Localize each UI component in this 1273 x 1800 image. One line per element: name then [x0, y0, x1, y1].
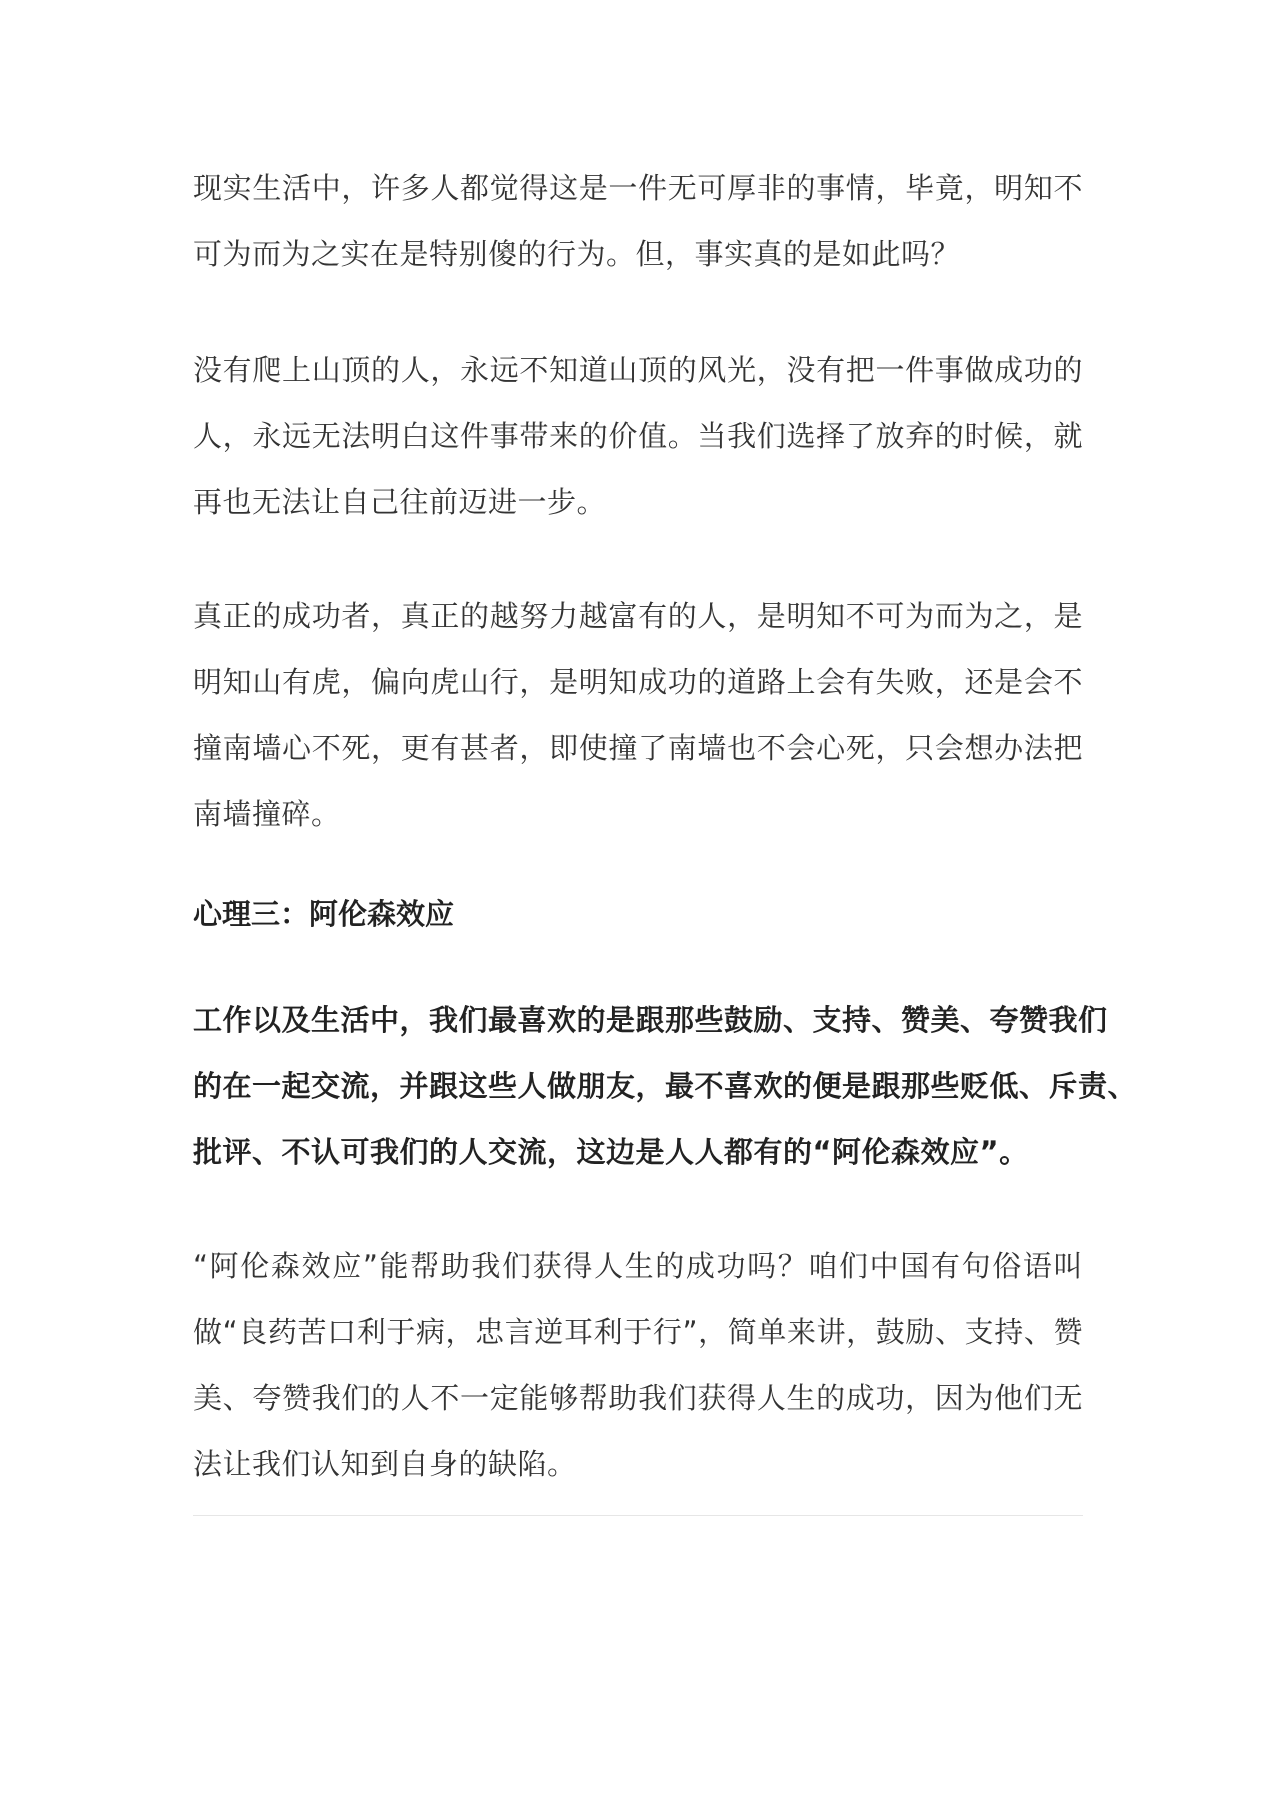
- divider-line: [193, 1515, 1083, 1516]
- paragraph-3-line-1: 真正的成功者，真正的越努力越富有的人，是明知不可为而为之，是: [193, 599, 1083, 633]
- paragraph-2: [193, 337, 1083, 535]
- paragraph-2-line-1: 没有爬上山顶的人，永远不知道山顶的风光，没有把一件事做成功的: [193, 353, 1083, 387]
- paragraph-4-line-1: 工作以及生活中，我们最喜欢的是跟那些鼓励、支持、赞美、夸赞我们: [193, 1003, 1108, 1037]
- paragraph-1-line-1: 现实生活中，许多人都觉得这是一件无可厚非的事情，毕竟，明知不: [193, 171, 1083, 205]
- paragraph-5-line-2: 做“良药苦口利于病，忠言逆耳利于行”，简单来讲，鼓励、支持、赞: [193, 1315, 1083, 1349]
- paragraph-3-line-3: 撞南墙心不死，更有甚者，即使撞了南墙也不会心死，只会想办法把: [193, 731, 1083, 765]
- paragraph-5-line-1: “阿伦森效应”能帮助我们获得人生的成功吗？咱们中国有句俗语叫: [193, 1249, 1083, 1283]
- paragraph-3-line-2: 明知山有虎，偏向虎山行，是明知成功的道路上会有失败，还是会不: [193, 665, 1083, 699]
- paragraph-2-line-2: 人，永远无法明白这件事带来的价值。当我们选择了放弃的时候，就: [193, 419, 1083, 453]
- paragraph-5-line-3: 美、夸赞我们的人不一定能够帮助我们获得人生的成功，因为他们无: [193, 1381, 1083, 1415]
- paragraph-3: [193, 583, 1083, 847]
- section-heading: 心理三：阿伦森效应: [193, 897, 455, 931]
- paragraph-5: [193, 1233, 1083, 1497]
- paragraph-4-line-3: 批评、不认可我们的人交流，这边是人人都有的“阿伦森效应”。: [193, 1135, 1029, 1169]
- paragraph-4-line-2: 的在一起交流，并跟这些人做朋友，最不喜欢的便是跟那些贬低、斥责、: [193, 1069, 1138, 1103]
- paragraph-4-bold: [193, 987, 1138, 1185]
- paragraph-1-line-2: 可为而为之实在是特别傻的行为。但，事实真的是如此吗？: [193, 237, 961, 271]
- paragraph-1: [193, 155, 1083, 287]
- paragraph-5-line-4: 法让我们认知到自身的缺陷。: [193, 1447, 577, 1481]
- article-page: [193, 0, 1138, 1800]
- paragraph-3-line-4: 南墙撞碎。: [193, 797, 341, 831]
- paragraph-2-line-3: 再也无法让自己往前迈进一步。: [193, 485, 607, 519]
